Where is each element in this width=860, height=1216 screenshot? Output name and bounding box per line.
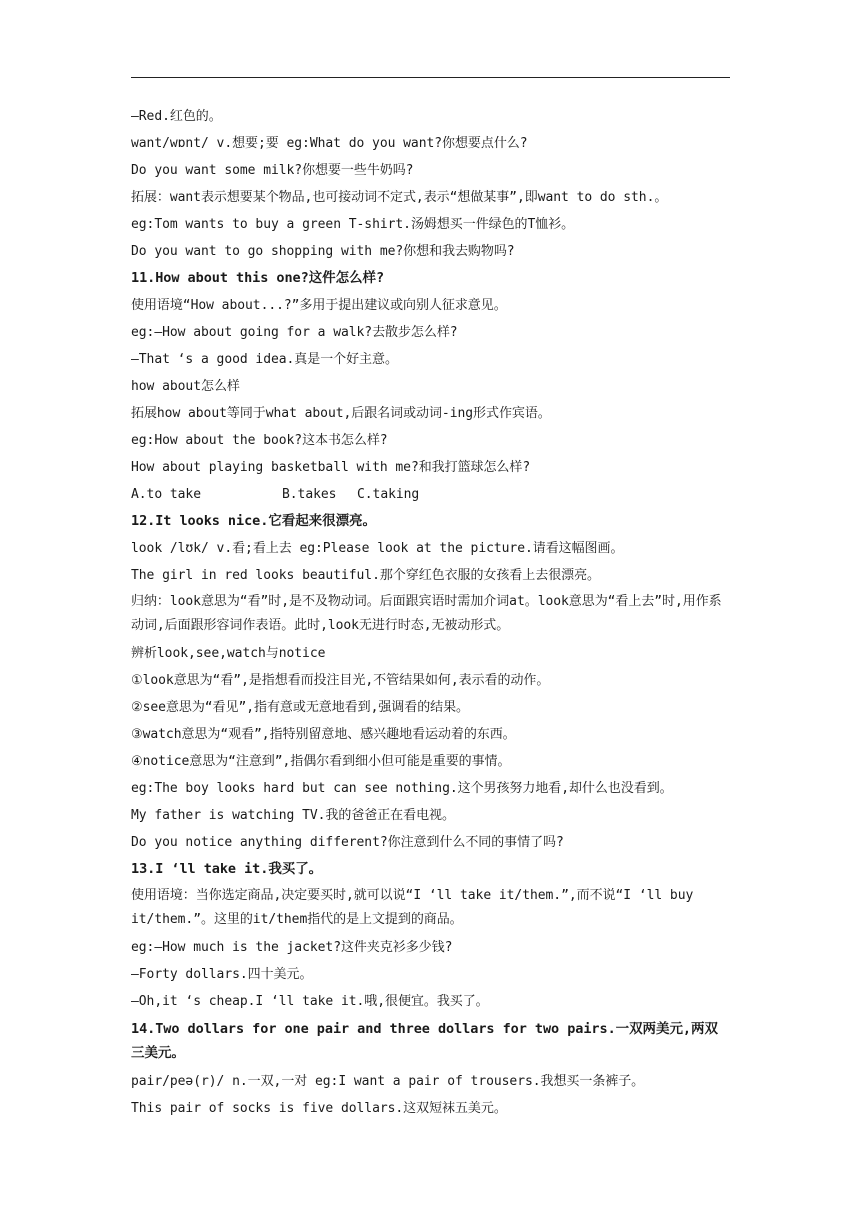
text-line: how about怎么样 <box>131 379 240 394</box>
text-line: pair/peə(r)/ n.一双,一对 eg:I want a pair of trousers.我想买一条裤子。 <box>131 1074 645 1089</box>
text-line: eg:The boy looks hard but can see nothing.这个男孩努力地看,却什么也没看到。 <box>131 781 673 796</box>
section-heading: 13.I ‘ll take it.我买了。 <box>131 861 323 877</box>
text-line: This pair of socks is five dollars.这双短袜五美元。 <box>131 1101 507 1116</box>
text-line: —That ‘s a good idea.真是一个好主意。 <box>131 352 398 367</box>
answer-options <box>131 481 731 508</box>
text-line: eg:Tom wants to buy a green T-shirt.汤姆想买一件绿色的T恤衫。 <box>131 217 575 232</box>
text-line: ④notice意思为“注意到”,指偶尔看到细小但可能是重要的事情。 <box>131 754 511 769</box>
text-line: —Red.红色的。 <box>131 109 222 124</box>
text-line: ②see意思为“看见”,指有意或无意地看到,强调看的结果。 <box>131 700 469 715</box>
text-line: Do you want to go shopping with me?你想和我去购物吗? <box>131 244 515 259</box>
text-line: How about playing basketball with me?和我打篮球怎么样? <box>131 460 531 475</box>
text-line: eg:—How much is the jacket?这件夹克衫多少钱? <box>131 940 453 955</box>
text-line: want/wɒnt/ v.想要;要 eg:What do you want?你想要点什么? <box>131 136 528 151</box>
text-line: eg:How about the book?这本书怎么样? <box>131 433 388 448</box>
section-heading: 11.How about this one?这件怎么样? <box>131 270 385 286</box>
section-heading: 14.Two dollars for one pair and three dollars for two pairs.一双两美元,两双三美元。 <box>131 1021 718 1061</box>
text-line: ③watch意思为“观看”,指特别留意地、感兴趣地看运动着的东西。 <box>131 727 516 742</box>
text-line: —Forty dollars.四十美元。 <box>131 967 313 982</box>
option-c: C.taking <box>357 487 420 502</box>
text-line: 使用语境“How about...?”多用于提出建议或向别人征求意见。 <box>131 298 507 313</box>
text-line: look /lʊk/ v.看;看上去 eg:Please look at the picture.请看这幅图画。 <box>131 541 624 556</box>
text-line: My father is watching TV.我的爸爸正在看电视。 <box>131 808 455 823</box>
section-heading: 12.It looks nice.它看起来很漂亮。 <box>131 513 376 529</box>
text-line: 拓展how about等同于what about,后跟名词或动词-ing形式作宾语。 <box>131 406 551 421</box>
text-line: Do you want some milk?你想要一些牛奶吗? <box>131 163 414 178</box>
text-line: eg:—How about going for a walk?去散步怎么样? <box>131 325 458 340</box>
text-line: The girl in red looks beautiful.那个穿红色衣服的女孩看上去很漂亮。 <box>131 568 601 583</box>
text-line: Do you notice anything different?你注意到什么不同的事情了吗? <box>131 835 564 850</box>
option-b: B.takes <box>282 487 337 502</box>
text-line: 辨析look,see,watch与notice <box>131 646 326 661</box>
option-a: A.to take <box>131 487 201 502</box>
text-line: ①look意思为“看”,是指想看而投注目光,不管结果如何,表示看的动作。 <box>131 673 550 688</box>
text-line: —Oh,it ‘s cheap.I ‘ll take it.哦,很便宜。我买了。 <box>131 994 489 1009</box>
paragraph: 归纳：look意思为“看”时,是不及物动词。后面跟宾语时需加介词at。look意思为“看上去”时,用作系动词,后面跟形容词作表语。此时,look无进行时态,无被动形式。 <box>131 594 722 633</box>
document-body <box>131 103 731 1122</box>
text-line: 拓展：want表示想要某个物品,也可接动词不定式,表示“想做某事”,即want to do sth.。 <box>131 190 668 205</box>
paragraph: 使用语境：当你选定商品,决定要买时,就可以说“I ‘ll take it/them.”,而不说“I ‘ll buy it/them.”。这里的it/them指代的是上文提到的商品。 <box>131 888 694 927</box>
header-rule <box>131 77 730 78</box>
